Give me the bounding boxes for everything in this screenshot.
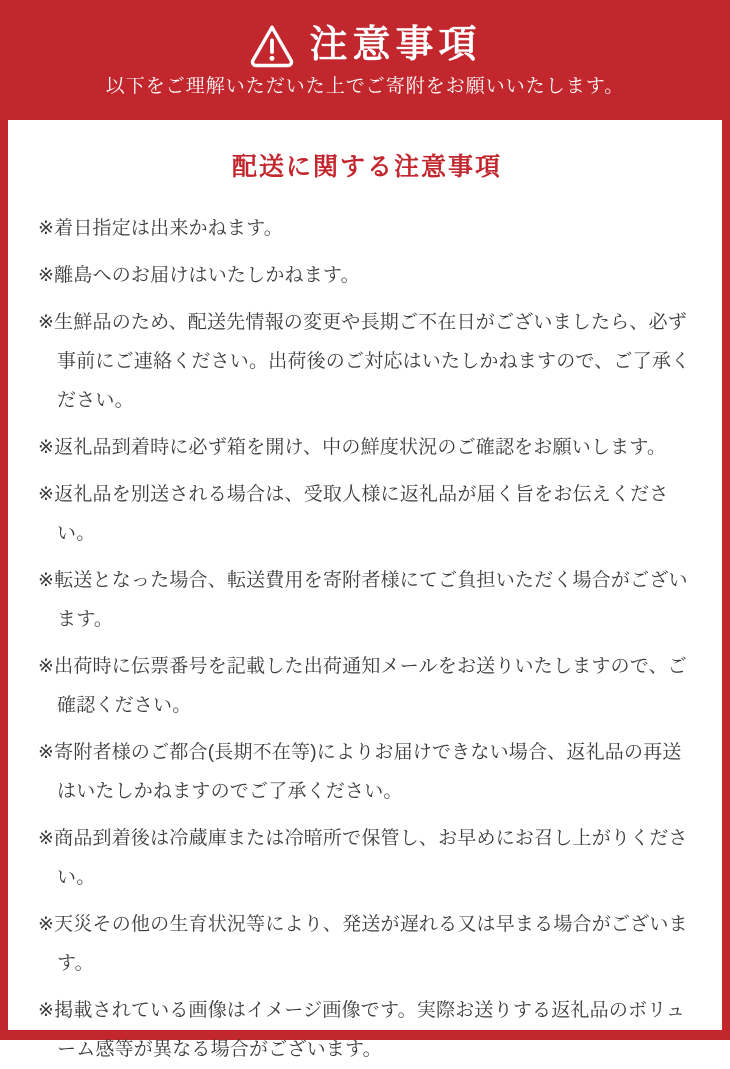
- note-item: [38, 209, 696, 248]
- notice-body: [0, 120, 730, 1060]
- note-text: 寄附者様のご都合(長期不在等)によりお届けできない場合、返礼品の再送はいたしかねますのでご了承ください。: [54, 742, 682, 802]
- note-marker: ※: [38, 1000, 55, 1021]
- note-marker: ※: [38, 312, 55, 333]
- note-item: [38, 428, 696, 467]
- section-heading: 配送に関する注意事項: [231, 153, 502, 181]
- note-item: [38, 819, 696, 897]
- note-item: [38, 991, 696, 1069]
- note-item: [38, 475, 696, 553]
- note-text: 返礼品到着時に必ず箱を開け、中の鮮度状況のご確認をお願いします。: [54, 437, 667, 458]
- note-item: [38, 561, 696, 639]
- note-marker: ※: [38, 484, 55, 505]
- note-item: [38, 647, 696, 725]
- note-item: [38, 905, 696, 983]
- note-marker: ※: [38, 656, 55, 677]
- note-item: [38, 256, 696, 295]
- notice-title: 注意事項: [309, 24, 482, 67]
- note-marker: ※: [38, 570, 55, 591]
- note-text: 離島へのお届けはいたしかねます。: [54, 265, 360, 286]
- notes-list: [38, 209, 696, 1069]
- note-marker: ※: [38, 828, 55, 849]
- note-text: 転送となった場合、転送費用を寄附者様にてご負担いただく場合がございます。: [54, 570, 688, 630]
- note-text: 商品到着後は冷蔵庫または冷暗所で保管し、お早めにお召し上がりください。: [54, 828, 688, 888]
- note-text: 天災その他の生育状況等により、発送が遅れる又は早まる場合がございます。: [54, 914, 688, 974]
- note-marker: ※: [38, 742, 55, 763]
- note-item: [38, 733, 696, 811]
- note-text: 出荷時に伝票番号を記載した出荷通知メールをお送りいたしますので、ご確認ください。: [54, 656, 687, 716]
- note-text: 着日指定は出来かねます。: [54, 218, 284, 239]
- notice-subtitle: 以下をご理解いただいた上でご寄附をお願いいたします。: [105, 75, 625, 97]
- note-marker: ※: [38, 437, 55, 458]
- warning-triangle-icon: [248, 24, 296, 68]
- notice-banner: [0, 0, 730, 120]
- banner-title-row: [248, 23, 481, 69]
- note-marker: ※: [38, 265, 55, 286]
- note-marker: ※: [38, 914, 55, 935]
- note-text: 掲載されている画像はイメージ画像です。実際お送りする返礼品のボリューム感等が異なる場合がございます。: [54, 1000, 686, 1060]
- note-text: 返礼品を別送される場合は、受取人様に返礼品が届く旨をお伝えください。: [54, 484, 669, 544]
- note-marker: ※: [38, 218, 55, 239]
- note-text: 生鮮品のため、配送先情報の変更や長期ご不在日がございましたら、必ず事前にご連絡ください。出荷後のご対応はいたしかねますので、ご了承ください。: [54, 312, 691, 411]
- note-item: [38, 303, 696, 420]
